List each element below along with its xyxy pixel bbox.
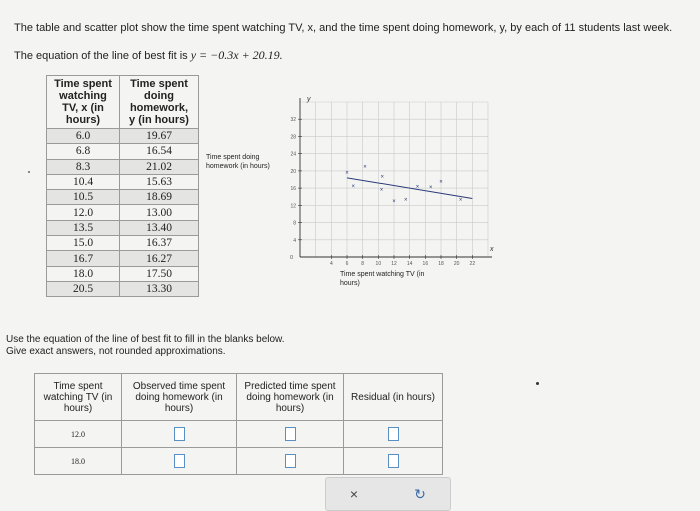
answer-header-tv-time: Time spent watching TV (in hours) xyxy=(35,374,122,421)
data-cell-x: 20.5 xyxy=(47,281,120,296)
y-tick-label: 12 xyxy=(290,203,296,210)
data-table xyxy=(46,75,199,297)
origin-label: 0 xyxy=(290,255,294,261)
answer-table-header-row xyxy=(35,374,443,421)
answer-x-value: 12.0 xyxy=(35,421,122,448)
data-cell-x: 18.0 xyxy=(47,266,120,281)
data-table-row xyxy=(47,144,199,159)
residual-cell xyxy=(344,421,443,448)
residual-input-12[interactable] xyxy=(388,427,399,441)
retry-button[interactable]: ↻ xyxy=(404,483,436,505)
data-cell-y: 21.02 xyxy=(120,159,199,174)
equation-formula: y = −0.3x + 20.19. xyxy=(190,48,283,62)
clear-button[interactable]: × xyxy=(338,483,370,505)
data-table-row xyxy=(47,205,199,220)
data-point: × xyxy=(380,174,385,181)
data-table-row xyxy=(47,236,199,251)
data-point: × xyxy=(458,197,463,204)
data-table-row xyxy=(47,281,199,296)
y-tick-label: 8 xyxy=(293,220,296,227)
data-table-row xyxy=(47,190,199,205)
equation-prefix: The equation of the line of best fit is xyxy=(14,50,188,62)
observed-cell xyxy=(122,448,237,475)
answer-header-residual: Residual (in hours) xyxy=(344,374,443,421)
observed-cell xyxy=(122,421,237,448)
decorative-dot xyxy=(28,171,30,173)
data-point: × xyxy=(415,184,420,191)
y-tick-label: 28 xyxy=(290,134,296,141)
answer-row xyxy=(35,421,443,448)
residual-cell xyxy=(344,448,443,475)
x-tick-label: 14 xyxy=(406,261,413,267)
answer-header-predicted: Predicted time spent doing homework (in hours) xyxy=(237,374,344,421)
observed-input-12[interactable] xyxy=(174,427,185,441)
data-cell-y: 13.30 xyxy=(120,281,199,296)
data-point: × xyxy=(403,197,408,204)
x-tick-label: 8 xyxy=(361,261,365,267)
data-cell-y: 15.63 xyxy=(120,174,199,189)
data-cell-y: 13.00 xyxy=(120,205,199,220)
data-cell-x: 15.0 xyxy=(47,236,120,251)
x-tick-label: 12 xyxy=(391,261,397,267)
x-tick-label: 20 xyxy=(453,261,460,267)
data-table-row xyxy=(47,220,199,235)
data-cell-x: 6.8 xyxy=(47,144,120,159)
answer-table xyxy=(34,373,443,475)
data-cell-y: 16.54 xyxy=(120,144,199,159)
data-table-row xyxy=(47,159,199,174)
data-cell-y: 18.69 xyxy=(120,190,199,205)
instructions-line-2: Give exact answers, not rounded approximations. xyxy=(6,346,226,357)
y-tick-label: 32 xyxy=(290,117,296,124)
problem-intro: The table and scatter plot show the time spent watching TV, x, and the time spent doing homework, y, by each of 11 students last week. xyxy=(14,22,673,34)
data-table-row xyxy=(47,174,199,189)
scatter-plot xyxy=(280,95,492,267)
data-cell-x: 10.4 xyxy=(47,174,120,189)
x-tick-label: 10 xyxy=(375,261,382,267)
data-point: × xyxy=(429,184,433,191)
data-cell-y: 19.67 xyxy=(120,129,199,144)
header-tv-time: Time spent watching TV, x (in hours) xyxy=(47,76,120,129)
y-tick-label: 4 xyxy=(293,237,296,244)
answer-header-observed: Observed time spent doing homework (in hours) xyxy=(122,374,237,421)
y-tick-label: 24 xyxy=(290,151,296,158)
equation-line xyxy=(14,48,283,63)
data-cell-x: 10.5 xyxy=(47,190,120,205)
data-cell-x: 13.5 xyxy=(47,220,120,235)
data-cell-y: 16.37 xyxy=(120,236,199,251)
predicted-cell xyxy=(237,421,344,448)
data-point: × xyxy=(363,164,367,171)
header-homework-time: Time spent doing homework, y (in hours) xyxy=(120,76,199,129)
data-table-row xyxy=(47,266,199,281)
data-cell-x: 16.7 xyxy=(47,251,120,266)
y-tick-label: 20 xyxy=(290,168,296,175)
x-tick-label: 16 xyxy=(422,261,429,267)
data-point: × xyxy=(392,199,396,206)
y-axis-symbol: y xyxy=(307,96,311,103)
y-tick-label: 16 xyxy=(290,186,296,193)
answer-x-value: 18.0 xyxy=(35,448,122,475)
predicted-input-12[interactable] xyxy=(285,427,296,441)
data-cell-x: 6.0 xyxy=(47,129,120,144)
data-point: × xyxy=(439,179,443,186)
data-cell-x: 12.0 xyxy=(47,205,120,220)
data-cell-y: 16.27 xyxy=(120,251,199,266)
data-cell-x: 8.3 xyxy=(47,159,120,174)
x-tick-label: 6 xyxy=(345,261,349,267)
predicted-input-18[interactable] xyxy=(285,454,296,468)
chart-x-axis-label: Time spent watching TV (in hours) xyxy=(340,271,425,287)
data-table-header-row xyxy=(47,76,199,129)
chart-y-axis-label: Time spent doing homework (in hours) xyxy=(206,154,270,170)
predicted-cell xyxy=(237,448,344,475)
x-tick-label: 4 xyxy=(329,261,333,267)
action-bar xyxy=(325,477,451,511)
observed-input-18[interactable] xyxy=(174,454,185,468)
instructions xyxy=(6,334,285,358)
data-cell-y: 13.40 xyxy=(120,220,199,235)
data-table-row xyxy=(47,129,199,144)
instructions-line-1: Use the equation of the line of best fit to fill in the blanks below. xyxy=(6,334,285,345)
data-point: × xyxy=(379,187,384,194)
data-point: × xyxy=(345,170,349,177)
decorative-dot xyxy=(536,382,539,385)
x-tick-label: 18 xyxy=(438,261,444,267)
residual-input-18[interactable] xyxy=(388,454,399,468)
data-cell-y: 17.50 xyxy=(120,266,199,281)
x-tick-label: 22 xyxy=(469,261,476,267)
data-point: × xyxy=(351,183,356,190)
answer-row xyxy=(35,448,443,475)
data-table-row xyxy=(47,251,199,266)
x-axis-symbol: x xyxy=(490,246,494,253)
